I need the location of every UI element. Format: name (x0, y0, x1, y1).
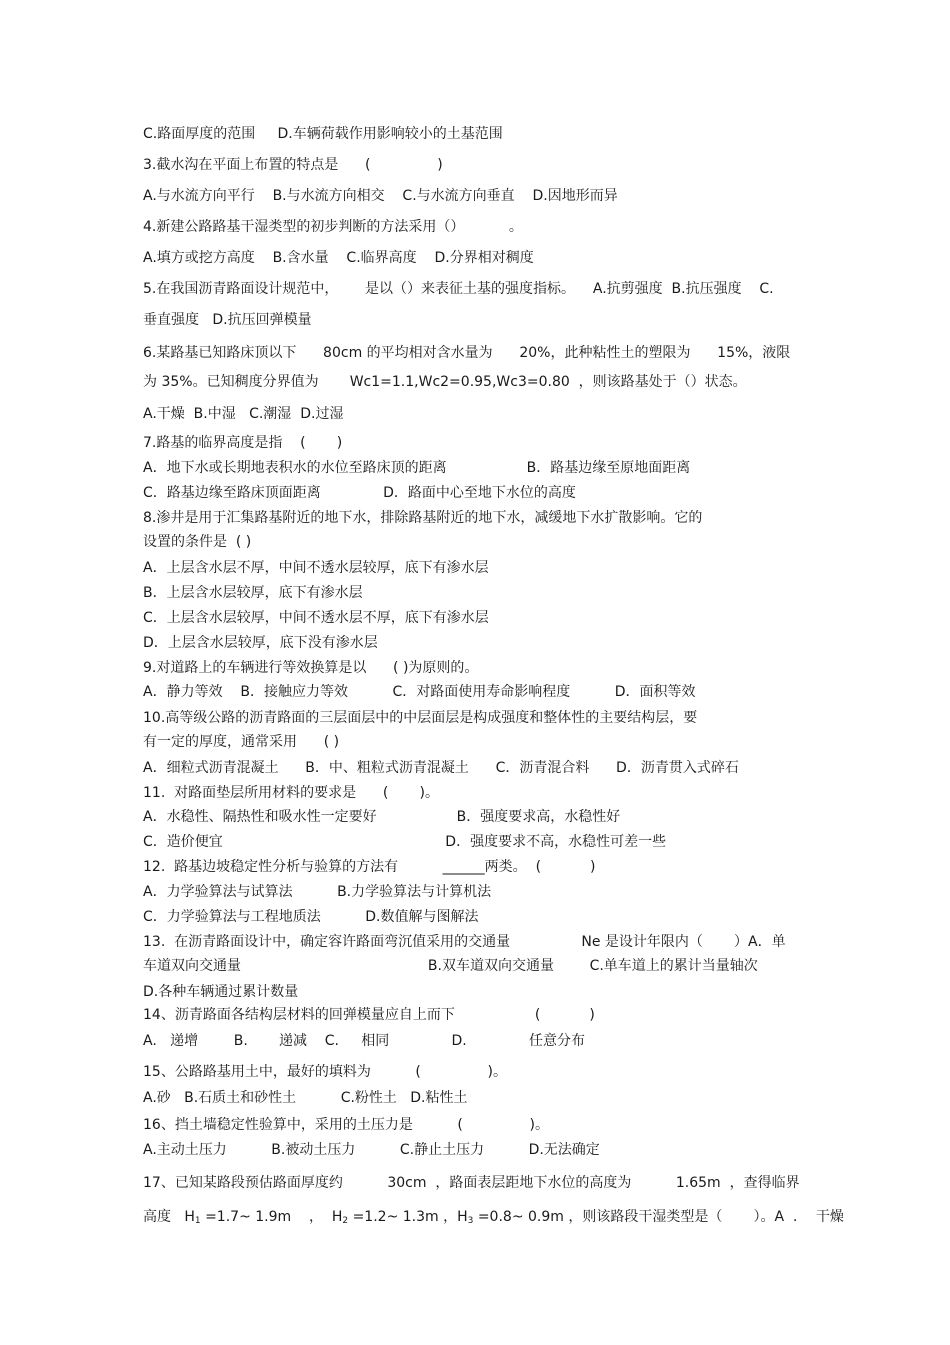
options-10: A．细粒式沥青混凝土 B．中、粗粒式沥青混凝土 C．沥青混合料 D．沥青贯入式碎石 (143, 760, 739, 776)
text-fragment: 高度 H (143, 1209, 195, 1225)
subscript: 2 (342, 1216, 349, 1226)
text-fragment: =0.8~ 0.9m ，则该路段干湿类型是（ ）。A ． 干燥 (473, 1209, 844, 1225)
option-8d: D．上层含水层较厚，底下没有渗水层 (143, 635, 378, 651)
question-4: 4.新建公路路基干湿类型的初步判断的方法采用（） 。 (143, 219, 523, 235)
option-8a: A．上层含水层不厚，中间不透水层较厚，底下有渗水层 (143, 560, 489, 576)
question-10-cont: 有一定的厚度，通常采用 ( ) (143, 734, 340, 750)
question-5: 5.在我国沥青路面设计规范中， 是以（）来表征土基的强度指标。 A.抗剪强度 B.抗压强度 C. (143, 281, 774, 297)
options-7b: C．路基边缘至路床顶面距离 D．路面中心至地下水位的高度 (143, 485, 576, 501)
question-10: 10.高等级公路的沥青路面的三层面层中的中层面层是构成强度和整体性的主要结构层，要 (143, 710, 698, 726)
options-11b: C．造价便宜 D．强度要求不高，水稳性可差一些 (143, 834, 667, 850)
question-7: 7.路基的临界高度是指 ( ) (143, 435, 343, 451)
subscript: 3 (467, 1216, 474, 1226)
option-8b: B．上层含水层较厚，底下有渗水层 (143, 585, 363, 601)
options-11a: A．水稳性、隔热性和吸水性一定要好 B．强度要求高，水稳性好 (143, 809, 621, 825)
question-15: 15、公路路基用土中，最好的填料为 ( )。 (143, 1064, 507, 1080)
question-13: 13. 在沥青路面设计中，确定容许路面弯沉值采用的交通量 Ne 是设计年限内（ ）A．单 (143, 934, 786, 950)
options-7a: A．地下水或长期地表积水的水位至路床顶的距离 B．路基边缘至原地面距离 (143, 460, 691, 476)
options-13: 车道双向交通量 B.双车道双向交通量 C.单车道上的累计当量轴次 (143, 958, 758, 974)
options-12a: A．力学验算法与试算法 B.力学验算法与计算机法 (143, 884, 492, 900)
options-3: A.与水流方向平行 B.与水流方向相交 C.与水流方向垂直 D.因地形而异 (143, 188, 618, 204)
options-14: A. 递增 B. 递减 C. 相同 D. 任意分布 (143, 1033, 586, 1049)
options-16: A.主动土压力 B.被动土压力 C.静止土压力 D.无法确定 (143, 1142, 600, 1158)
question-11: 11. 对路面垫层所用材料的要求是 ( )。 (143, 785, 439, 801)
options-9: A．静力等效 B．接触应力等效 C．对路面使用寿命影响程度 D．面积等效 (143, 684, 696, 700)
question-17-cont (143, 1208, 844, 1230)
question-14: 14、沥青路面各结构层材料的回弹模量应自上而下 ( ) (143, 1007, 595, 1023)
options-5: 垂直强度 D.抗压回弹模量 (143, 312, 312, 328)
question-8: 8.渗井是用于汇集路基附近的地下水，排除路基附近的地下水，减缓地下水扩散影响。它的 (143, 510, 703, 526)
options-4: A.填方或挖方高度 B.含水量 C.临界高度 D.分界相对稠度 (143, 250, 534, 266)
options-12b: C．力学验算法与工程地质法 D.数值解与图解法 (143, 909, 479, 925)
question-17: 17、已知某路段预估路面厚度约 30cm ，路面表层距地下水位的高度为 1.65m ，查得临界 (143, 1175, 800, 1191)
options-15: A.砂 B.石质土和砂性土 C.粉性土 D.粘性土 (143, 1090, 468, 1106)
question-9: 9.对道路上的车辆进行等效换算是以 ( )为原则的。 (143, 660, 479, 676)
text-line: C.路面厚度的范围 D.车辆荷载作用影响较小的土基范围 (143, 126, 503, 142)
text-fragment: =1.2~ 1.3m ，H (348, 1209, 468, 1225)
question-6-cont: 为 35%。已知稠度分界值为 Wc1=1.1,Wc2=0.95,Wc3=0.80 ，则该路基处于（）状态。 (143, 374, 747, 390)
question-6: 6.某路基已知路床顶以下 80cm 的平均相对含水量为 20%，此种粘性土的塑限为 15%，液限 (143, 345, 791, 361)
question-8-cont: 设置的条件是 ( ) (143, 534, 252, 550)
question-16: 16、挡土墙稳定性验算中，采用的土压力是 ( )。 (143, 1117, 549, 1133)
options-13-cont: D.各种车辆通过累计数量 (143, 984, 299, 1000)
option-8c: C．上层含水层较厚，中间不透水层不厚，底下有渗水层 (143, 610, 489, 626)
question-3: 3.截水沟在平面上布置的特点是 ( ) (143, 157, 443, 173)
options-6: A.干燥 B.中湿 C.潮湿 D.过湿 (143, 406, 344, 422)
text-fragment: =1.7~ 1.9m ， H (200, 1209, 343, 1225)
subscript: 1 (194, 1216, 201, 1226)
question-12: 12. 路基边坡稳定性分析与验算的方法有 ______两类。 ( ) (143, 859, 596, 875)
